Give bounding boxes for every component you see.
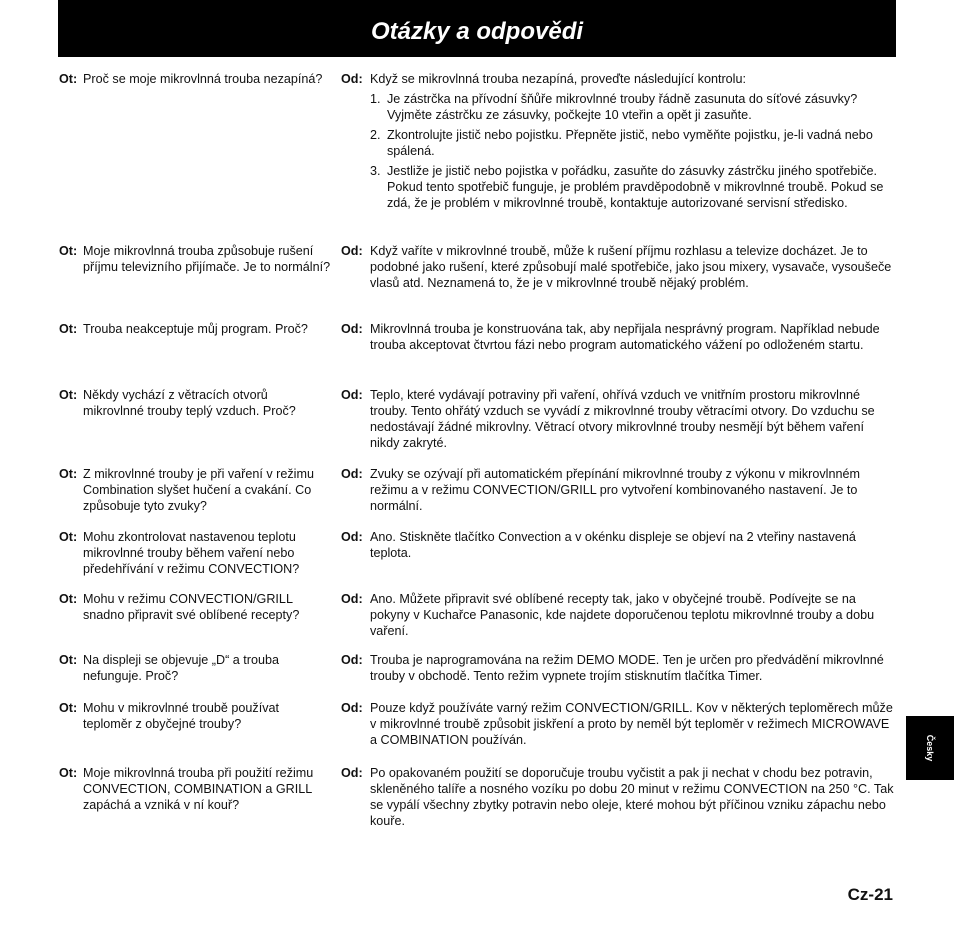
question-6	[59, 529, 331, 577]
question-4	[59, 387, 331, 419]
answer-label: Od:	[341, 653, 363, 667]
answer-8	[341, 652, 896, 684]
page-title: Otázky a odpovědi	[370, 18, 584, 45]
question-text: Mohu zkontrolovat nastavenou teplotu mikrovlnné trouby během vaření nebo předehřívání v režimu CONVECTION?	[83, 530, 300, 576]
answer-label: Od:	[341, 467, 363, 481]
question-label: Ot:	[59, 72, 78, 86]
question-3	[59, 321, 331, 337]
question-5	[59, 466, 331, 514]
language-side-tab	[906, 716, 954, 780]
header-bar	[58, 0, 896, 57]
answer-text: Po opakovaném použití se doporučuje troubu vyčistit a pak ji nechat v chodu bez potravin, skleněného talíře a nosného vozíku po dobu 20 minut v režimu CONVECTION na 250 °C. Tak se vypálí všechny zbytky potravin nebo oleje, které mohou být příčinou vzniku zápachu nebo kouře.	[370, 766, 894, 828]
question-text: Moje mikrovlnná trouba způsobuje rušení příjmu televizního přijímače. Je to normální?	[83, 244, 331, 274]
question-text: Mohu v režimu CONVECTION/GRILL snadno připravit své oblíbené recepty?	[83, 592, 300, 622]
answer-text: Teplo, které vydávají potraviny při vaření, ohřívá vzduch ve vnitřním prostoru mikrovlnné trouby. Tento ohřátý vzduch se vyvádí z mikrovlnné trouby větracími otvory. Do vzduchu se nedostávají žádné mikrovlny. Větrací otvory mikrovlnné trouby nesmějí být během vaření nikdy zakryté.	[370, 388, 875, 450]
question-text: Mohu v mikrovlnné troubě používat teploměr z obyčejné trouby?	[83, 701, 280, 731]
answer-label: Od:	[341, 322, 363, 336]
question-label: Ot:	[59, 388, 78, 402]
answer-7	[341, 591, 896, 639]
answer-6	[341, 529, 896, 561]
answer-label: Od:	[341, 766, 363, 780]
question-9	[59, 700, 331, 732]
question-label: Ot:	[59, 467, 78, 481]
list-item: 3. Jestliže je jistič nebo pojistka v pořádku, zasuňte do zásuvky zástrčku jiného spotřebiče. Pokud tento spotřebič funguje, je problém pravděpodobně v mikrovlnné troubě. Pokud se zdá, že je problém v mikrovlnné troubě, kontaktuje autorizované servisní středisko.	[370, 164, 884, 210]
question-text: Moje mikrovlnná trouba při použití režimu CONVECTION, COMBINATION a GRILL zapáchá a vzniká v ní kouř?	[83, 766, 314, 812]
question-1	[59, 71, 331, 87]
answer-text: Ano. Můžete připravit své oblíbené recepty tak, jako v obyčejné troubě. Podívejte se na pokyny v Kuchařce Panasonic, kde najdete doporučenou teplotu mikrovlnné trouby a dobu vaření.	[370, 592, 875, 638]
answer-3	[341, 321, 896, 353]
answer-label: Od:	[341, 701, 363, 715]
question-text: Z mikrovlnné trouby je při vaření v režimu Combination slyšet hučení a cvakání. Co způsobuje tyto zvuky?	[83, 467, 314, 513]
answer-text: Pouze když používáte varný režim CONVECTION/GRILL. Kov v některých teploměrech může v mikrovlnné troubě způsobit jiskření a proto by neměl být teploměr v režimech MICROWAVE a COMBINATION používán.	[370, 701, 893, 747]
question-label: Ot:	[59, 592, 78, 606]
language-label: Česky	[925, 734, 935, 762]
question-label: Ot:	[59, 530, 78, 544]
answer-label: Od:	[341, 388, 363, 402]
question-label: Ot:	[59, 244, 78, 258]
answer-label: Od:	[341, 530, 363, 544]
page-number: Cz-21	[847, 885, 893, 904]
question-7	[59, 591, 331, 623]
question-label: Ot:	[59, 701, 78, 715]
answer-text: Když se mikrovlnná trouba nezapíná, proveďte následující kontrolu:	[370, 72, 746, 86]
question-8	[59, 652, 331, 684]
answer-text: Mikrovlnná trouba je konstruována tak, aby nepřijala nesprávný program. Například nebude trouba akceptovat čtvrtou fázi nebo program automatického vážení po odloženém startu.	[370, 322, 880, 352]
answer-text: Zvuky se ozývají při automatickém přepínání mikrovlnné trouby z výkonu v mikrovlnném režimu a v režimu CONVECTION/GRILL pro vytvoření kombinovaného nastavení. Je to normální.	[370, 467, 860, 513]
answer-label: Od:	[341, 72, 363, 86]
answer-1	[341, 71, 896, 211]
answer-text: Když vaříte v mikrovlnné troubě, může k rušení příjmu rozhlasu a televize docházet. Je to podobné jako rušení, které způsobují malé spotřebiče, jako jsou mixery, vysavače, vysoušeče vlasů atd. Neznamená to, že je v mikrovlnné troubě nějaký problém.	[370, 244, 892, 290]
question-label: Ot:	[59, 322, 78, 336]
question-text: Trouba neakceptuje můj program. Proč?	[83, 322, 308, 336]
answer-label: Od:	[341, 592, 363, 606]
answer-4	[341, 387, 896, 451]
question-text: Někdy vychází z větracích otvorů mikrovlnné trouby teplý vzduch. Proč?	[83, 388, 296, 418]
question-label: Ot:	[59, 766, 78, 780]
list-item: 2. Zkontrolujte jistič nebo pojistku. Přepněte jistič, nebo vyměňte pojistku, je-li vadná nebo spálená.	[370, 128, 873, 158]
question-label: Ot:	[59, 653, 78, 667]
answer-label: Od:	[341, 244, 363, 258]
question-10	[59, 765, 331, 813]
question-text: Proč se moje mikrovlnná trouba nezapíná?	[83, 72, 323, 86]
answer-10	[341, 765, 896, 829]
answer-list	[370, 91, 896, 211]
answer-text: Ano. Stiskněte tlačítko Convection a v okénku displeje se objeví na 2 vteřiny nastavená teplota.	[370, 530, 856, 560]
answer-5	[341, 466, 896, 514]
question-text: Na displeji se objevuje „D“ a trouba nefunguje. Proč?	[83, 653, 280, 683]
list-item: 1. Je zástrčka na přívodní šňůře mikrovlnné trouby řádně zasunuta do síťové zásuvky? Vyjměte zástrčku ze zásuvky, počkejte 10 vteřin a opět ji zasuňte.	[370, 92, 858, 122]
question-2	[59, 243, 331, 275]
answer-2	[341, 243, 896, 291]
answer-9	[341, 700, 896, 748]
answer-text: Trouba je naprogramována na režim DEMO MODE. Ten je určen pro předvádění mikrovlnné trouby v obchodě. Tento režim vypnete trojím stisknutím tlačítka Timer.	[370, 653, 884, 683]
